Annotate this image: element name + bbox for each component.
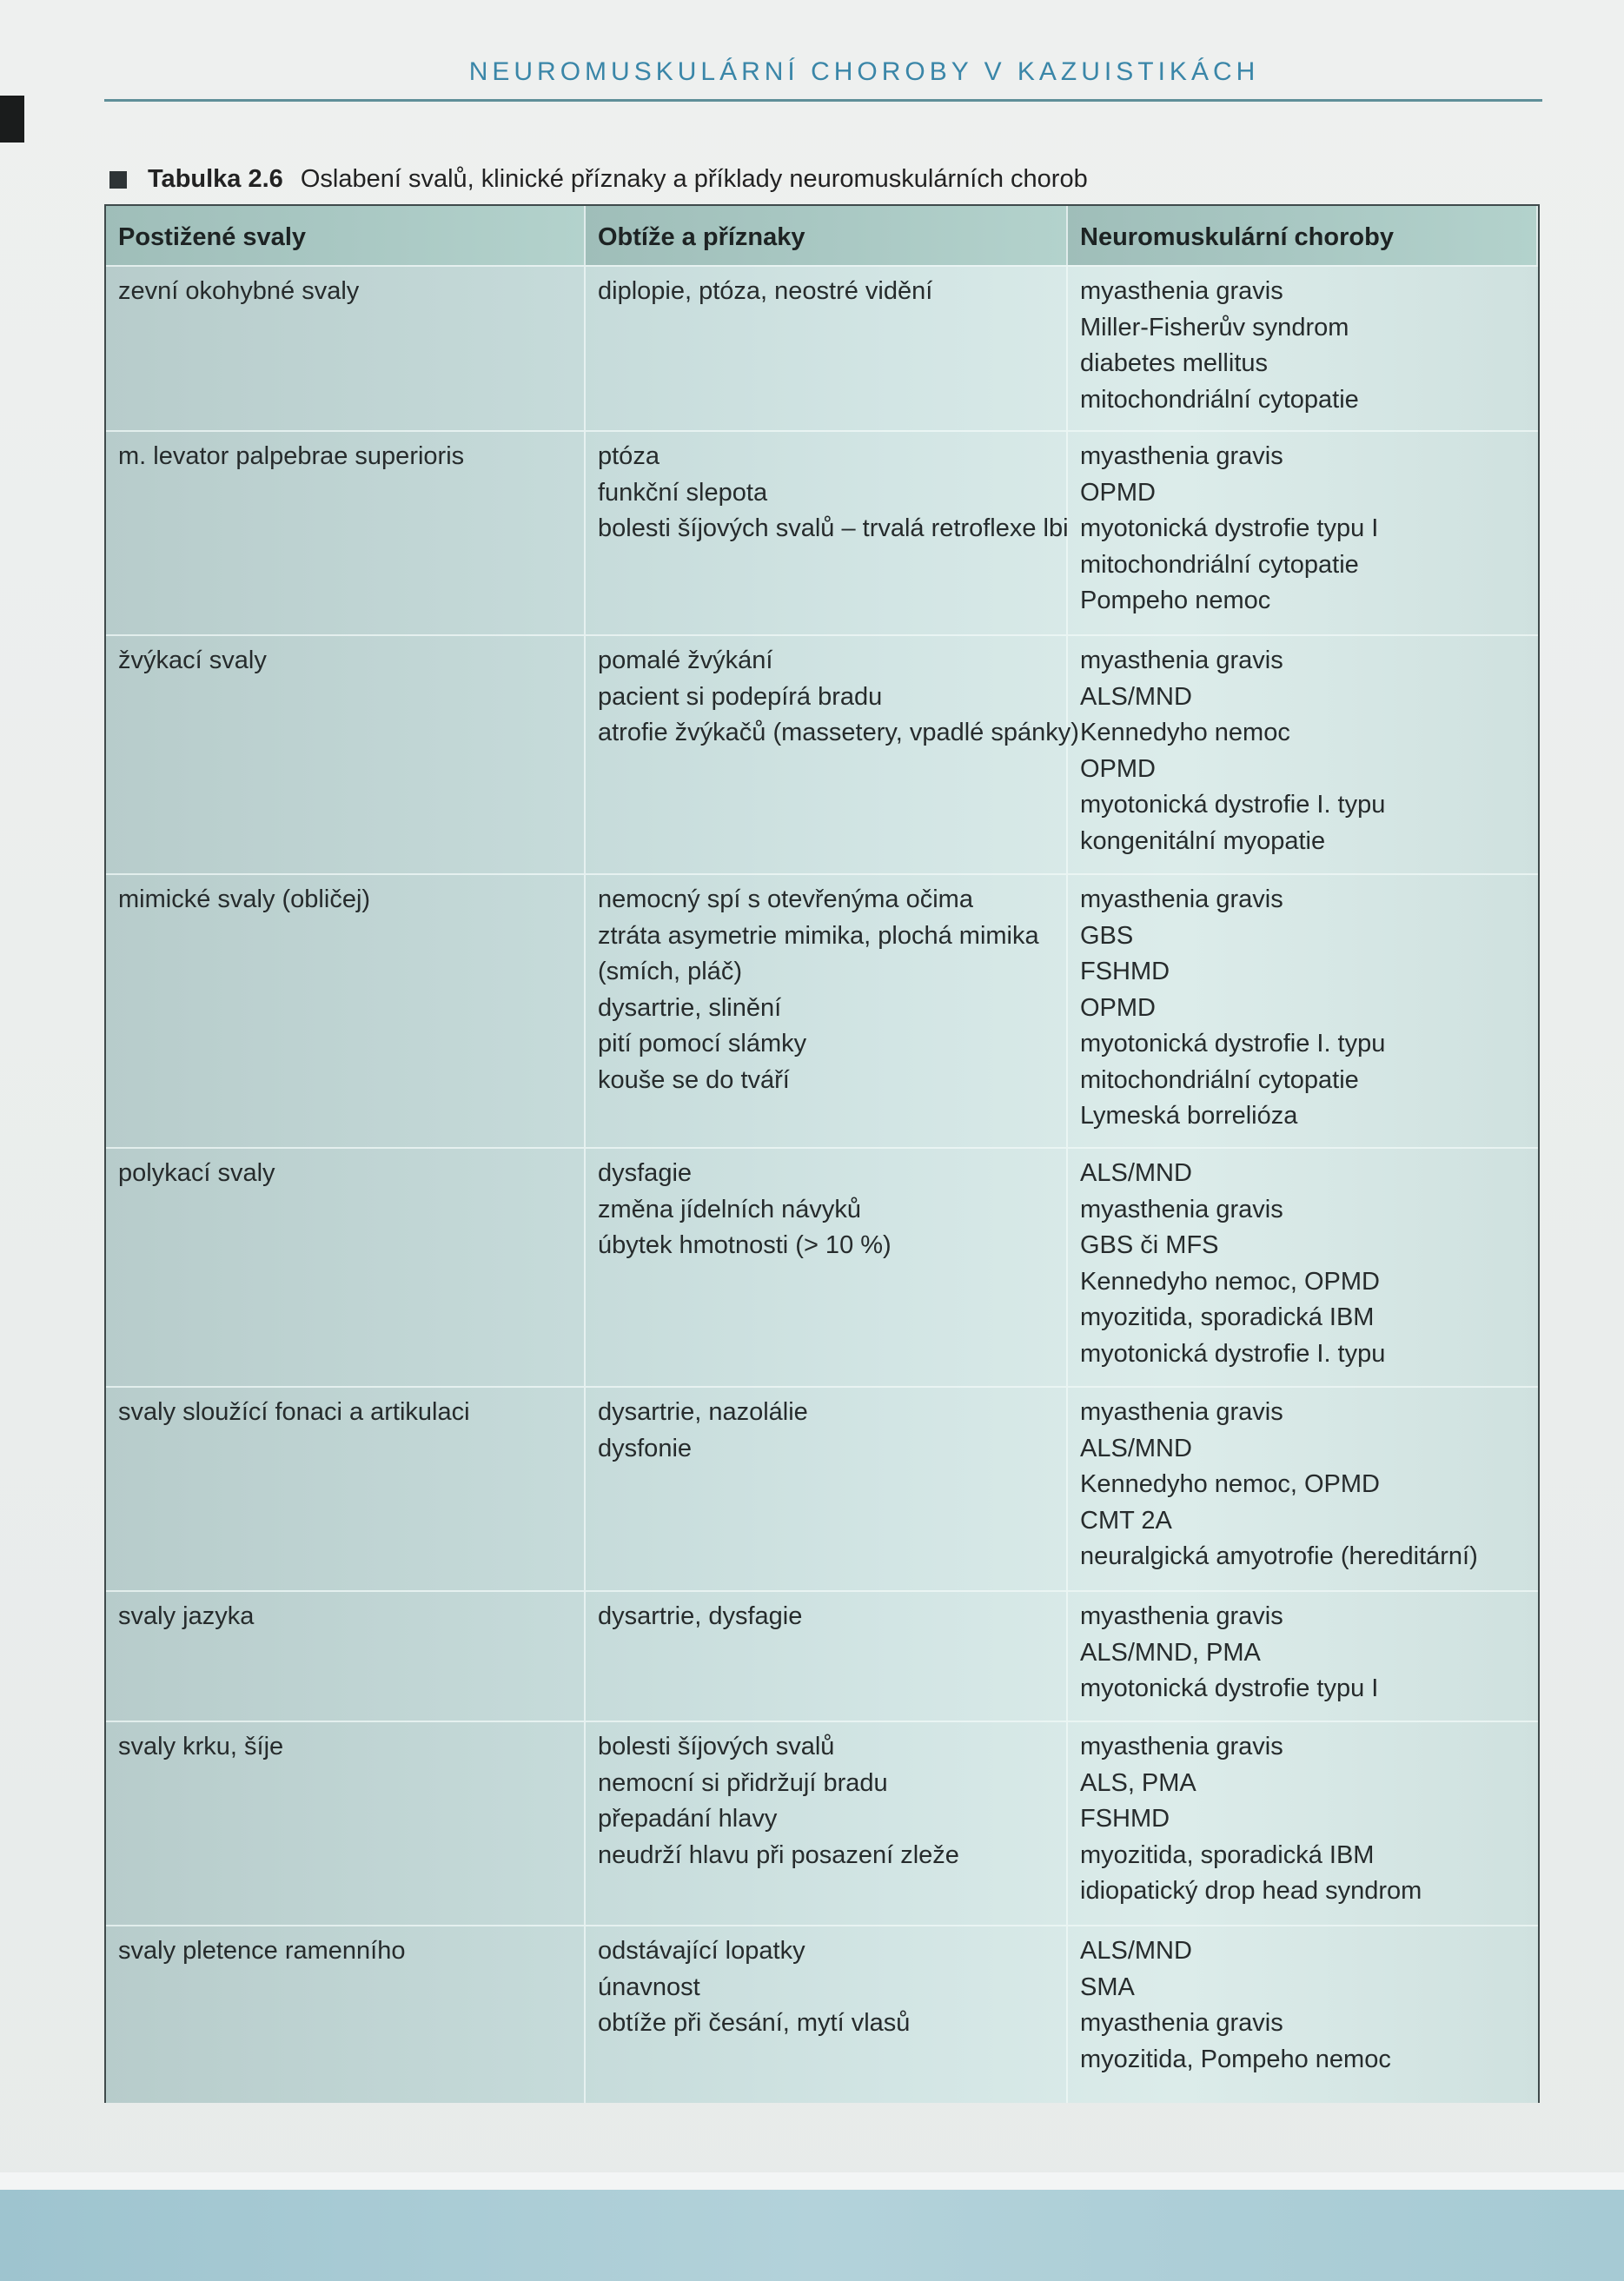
caption-square-icon [109, 171, 127, 189]
symptom-line: pomalé žvýkání [598, 647, 773, 674]
page-edge-marker [0, 96, 24, 143]
disease-line: myotonická dystrofie I. typu [1080, 1030, 1386, 1058]
disease-line: myasthenia gravis [1080, 277, 1283, 305]
disease-line: myasthenia gravis [1080, 1602, 1283, 1630]
cell-diseases [1068, 1147, 1538, 1386]
disease-line: myasthenia gravis [1080, 2009, 1283, 2037]
disease-line: myasthenia gravis [1080, 885, 1283, 913]
disease-line: ALS/MND [1080, 1937, 1192, 1965]
symptom-line: přepadání hlavy [598, 1805, 778, 1833]
cell-diseases [1068, 873, 1538, 1147]
symptom-line: nemocný spí s otevřenýma očima [598, 885, 973, 913]
page-bottom-edge [0, 2172, 1624, 2190]
disease-line: myotonická dystrofie I. typu [1080, 791, 1386, 819]
symptom-line: bolesti šíjových svalů – trvalá retroflexe lbi [598, 514, 1069, 542]
cell-muscles [106, 1721, 586, 1925]
symptom-line: obtíže při česání, mytí vlasů [598, 2009, 911, 2037]
symptom-line: pacient si podepírá bradu [598, 682, 883, 711]
disease-line: myotonická dystrofie typu I [1080, 1674, 1379, 1702]
header-rule [104, 99, 1542, 102]
disease-line: ALS/MND, PMA [1080, 1638, 1261, 1667]
disease-line: OPMD [1080, 993, 1156, 1022]
symptom-line: ztráta asymetrie mimika, plochá mimika [598, 921, 1039, 950]
symptom-line: odstávající lopatky [598, 1937, 805, 1965]
disease-line: myasthenia gravis [1080, 647, 1283, 674]
disease-line: myozitida, Pompeho nemoc [1080, 2045, 1391, 2073]
disease-line: FSHMD [1080, 1805, 1170, 1833]
muscle-group: svaly krku, šíje [118, 1733, 284, 1760]
symptom-line: ptóza [598, 442, 660, 470]
cell-muscles [106, 1590, 586, 1721]
muscle-group: svaly pletence ramenního [118, 1937, 406, 1965]
symptom-line: diplopie, ptóza, neostré vidění [598, 277, 933, 305]
disease-line: myozitida, sporadická IBM [1080, 1840, 1375, 1869]
symptom-line: dysartrie, slinění [598, 993, 782, 1022]
muscle-group: zevní okohybné svaly [118, 277, 360, 305]
disease-line: Kennedyho nemoc [1080, 719, 1290, 746]
cell-diseases [1068, 1386, 1538, 1590]
disease-line: OPMD [1080, 478, 1156, 507]
disease-line: myasthenia gravis [1080, 1733, 1283, 1760]
running-head: NEUROMUSKULÁRNÍ CHOROBY V KAZUISTIKÁCH [468, 57, 1260, 86]
disease-line: neuralgická amyotrofie (hereditární) [1080, 1542, 1478, 1570]
header-diseases: Neuromuskulární choroby [1068, 206, 1538, 265]
muscle-group: svaly sloužící fonaci a artikulaci [118, 1398, 470, 1426]
cell-muscles [106, 873, 586, 1147]
caption-text: Oslabení svalů, klinické příznaky a příklady neuromuskulárních chorob [300, 165, 1088, 193]
symptom-line: dysfagie [598, 1159, 693, 1187]
cell-symptoms [586, 265, 1068, 430]
muscle-group: m. levator palpebrae superioris [118, 442, 465, 470]
symptom-line: únavnost [598, 1973, 700, 2001]
disease-line: GBS [1080, 921, 1134, 950]
disease-line: myotonická dystrofie typu I [1080, 514, 1379, 542]
disease-line: OPMD [1080, 754, 1156, 783]
background-band [0, 2190, 1624, 2281]
cell-muscles [106, 1925, 586, 2103]
cell-diseases [1068, 1590, 1538, 1721]
disease-line: FSHMD [1080, 958, 1170, 985]
symptom-line: neudrží hlavu při posazení zleže [598, 1840, 959, 1869]
cell-symptoms [586, 1147, 1068, 1386]
disease-line: mitochondriální cytopatie [1080, 385, 1359, 414]
disease-line: myozitida, sporadická IBM [1080, 1303, 1375, 1331]
disease-line: myasthenia gravis [1080, 442, 1283, 470]
disease-line: mitochondriální cytopatie [1080, 1065, 1359, 1094]
disease-line: myotonická dystrofie I. typu [1080, 1339, 1386, 1368]
cell-diseases [1068, 634, 1538, 873]
muscle-group: mimické svaly (obličej) [118, 885, 371, 913]
disease-line: ALS/MND [1080, 1434, 1192, 1462]
disease-line: GBS či MFS [1080, 1231, 1219, 1259]
cell-muscles [106, 265, 586, 430]
cell-diseases [1068, 430, 1538, 634]
symptom-line: pití pomocí slámky [598, 1030, 807, 1058]
cell-symptoms [586, 1925, 1068, 2103]
cell-muscles [106, 1386, 586, 1590]
disease-line: Lymeská borrelióza [1080, 1102, 1298, 1130]
disease-line: kongenitální myopatie [1080, 826, 1326, 855]
cell-diseases [1068, 1721, 1538, 1925]
cell-muscles [106, 1147, 586, 1386]
disease-line: diabetes mellitus [1080, 349, 1268, 377]
symptom-line: (smích, pláč) [598, 958, 742, 985]
cell-symptoms [586, 1386, 1068, 1590]
disease-line: myasthenia gravis [1080, 1398, 1283, 1426]
disease-line: SMA [1080, 1973, 1135, 2001]
muscle-weakness-table [104, 204, 1540, 2103]
cell-diseases [1068, 265, 1538, 430]
disease-line: CMT 2A [1080, 1506, 1172, 1535]
disease-line: mitochondriální cytopatie [1080, 550, 1359, 579]
muscle-group: svaly jazyka [118, 1602, 255, 1630]
symptom-line: kouše se do tváří [598, 1065, 790, 1094]
cell-symptoms [586, 634, 1079, 873]
disease-line: ALS, PMA [1080, 1768, 1196, 1797]
table-caption [109, 165, 1088, 194]
symptom-line: funkční slepota [598, 478, 768, 507]
cell-muscles [106, 430, 586, 634]
symptom-line: dysartrie, dysfagie [598, 1602, 803, 1630]
disease-line: Kennedyho nemoc, OPMD [1080, 1267, 1380, 1296]
cell-symptoms [586, 1590, 1068, 1721]
header-muscles: Postižené svaly [106, 206, 586, 265]
cell-symptoms [586, 430, 1068, 634]
disease-line: myasthenia gravis [1080, 1195, 1283, 1223]
symptom-line: úbytek hmotnosti (> 10 %) [598, 1231, 892, 1259]
header-symptoms: Obtíže a příznaky [586, 206, 1068, 265]
disease-line: Pompeho nemoc [1080, 587, 1271, 614]
caption-label: Tabulka 2.6 [148, 165, 283, 193]
disease-line: Kennedyho nemoc, OPMD [1080, 1470, 1380, 1498]
symptom-line: bolesti šíjových svalů [598, 1733, 835, 1760]
cell-muscles [106, 634, 586, 873]
disease-line: ALS/MND [1080, 682, 1192, 711]
disease-line: ALS/MND [1080, 1159, 1192, 1187]
symptom-line: nemocní si přidržují bradu [598, 1768, 888, 1797]
disease-line: idiopatický drop head syndrom [1080, 1877, 1422, 1905]
symptom-line: změna jídelních návyků [598, 1195, 862, 1223]
symptom-line: atrofie žvýkačů (massetery, vpadlé spánky) [598, 719, 1079, 746]
cell-symptoms [586, 1721, 1068, 1925]
muscle-group: žvýkací svaly [118, 647, 267, 674]
cell-symptoms [586, 873, 1068, 1147]
disease-line: Miller-Fisherův syndrom [1080, 313, 1349, 341]
cell-diseases [1068, 1925, 1538, 2103]
symptom-line: dysfonie [598, 1434, 693, 1462]
symptom-line: dysartrie, nazolálie [598, 1398, 808, 1426]
muscle-group: polykací svaly [118, 1159, 275, 1187]
